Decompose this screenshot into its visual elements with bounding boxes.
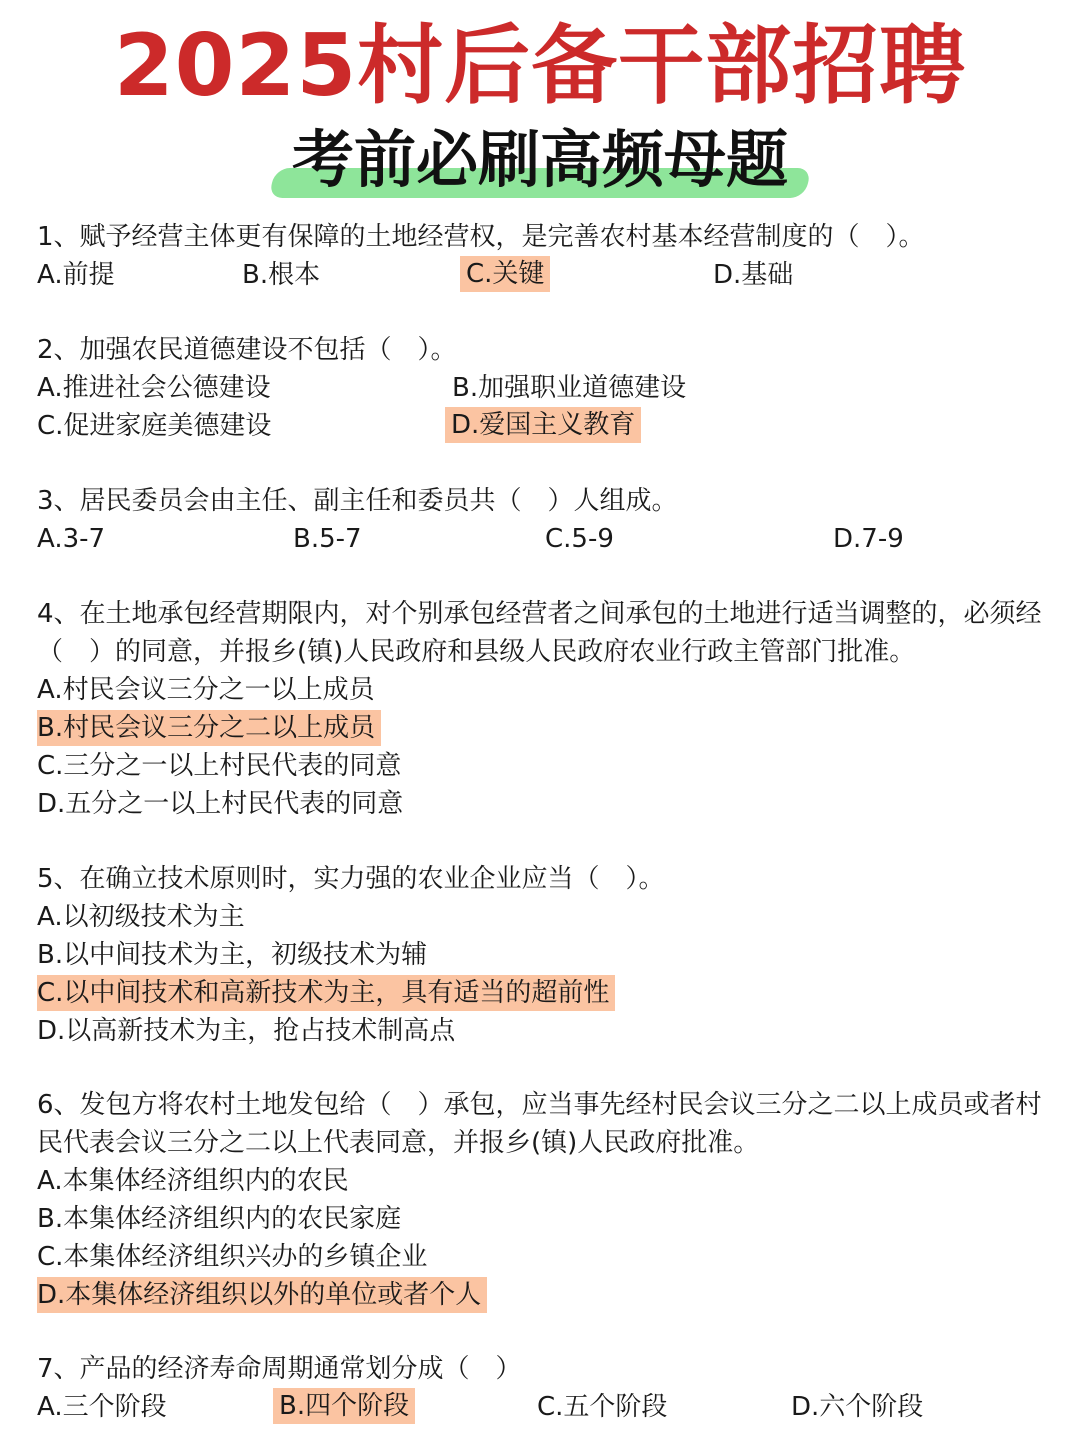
subtitle — [272, 120, 808, 200]
option-b: B.5-7 — [293, 524, 362, 554]
question-stem: 3、居民委员会由主任、副主任和委员共（ ）人组成。 — [37, 486, 678, 516]
options-row — [37, 256, 1047, 294]
option-c-answer — [37, 974, 1047, 1012]
option-d-text: D.五分之一以上村民代表的同意 — [37, 789, 404, 819]
option-d: D.六个阶段 — [791, 1392, 924, 1422]
question-stem: 4、在土地承包经营期限内，对个别承包经营者之间承包的土地进行适当调整的，必须经（ ）的同意，并报乡(镇)人民政府和县级人民政府农业行政主管部门批准。 — [37, 599, 1042, 667]
option-d-text: D.以高新技术为主，抢占技术制高点 — [37, 1016, 456, 1046]
question-stem: 5、在确立技术原则时，实力强的农业企业应当（ ）。 — [37, 864, 665, 894]
question-stem: 6、发包方将农村土地发包给（ ）承包，应当事先经村民会议三分之二以上成员或者村民代表会议三分之二以上代表同意，并报乡(镇)人民政府批准。 — [37, 1090, 1042, 1158]
option-d — [37, 1012, 1047, 1050]
question-stem: 2、加强农民道德建设不包括（ ）。 — [37, 335, 457, 365]
options-row — [37, 520, 1047, 558]
option-c-text: C.三分之一以上村民代表的同意 — [37, 751, 402, 781]
option-b — [37, 1200, 1047, 1238]
option-b-text: B.村民会议三分之二以上成员 — [37, 710, 381, 746]
question-2 — [37, 331, 1047, 445]
option-b-answer — [37, 709, 1047, 747]
option-a — [37, 898, 1047, 936]
question-5 — [37, 860, 1047, 1050]
option-a — [37, 671, 1047, 709]
question-1 — [37, 218, 1047, 294]
option-d-answer: D.爱国主义教育 — [445, 407, 641, 443]
question-stem: 1、赋予经营主体更有保障的土地经营权，是完善农村基本经营制度的（ ）。 — [37, 222, 925, 252]
question-stem: 7、产品的经济寿命周期通常划分成（ ） — [37, 1354, 522, 1384]
option-c-text: C.以中间技术和高新技术为主，具有适当的超前性 — [37, 975, 615, 1011]
option-a — [37, 1162, 1047, 1200]
option-a: A.3-7 — [37, 524, 106, 554]
options-row — [37, 1388, 1047, 1426]
subtitle-text: 考前必刷高频母题 — [291, 123, 788, 196]
option-a-text: A.以初级技术为主 — [37, 902, 245, 932]
option-b-text: B.以中间技术为主，初级技术为辅 — [37, 940, 428, 970]
question-6 — [37, 1086, 1047, 1314]
option-c: C.促进家庭美德建设 — [37, 411, 272, 441]
question-7 — [37, 1350, 1047, 1426]
option-d: D.基础 — [713, 260, 794, 290]
option-c — [37, 747, 1047, 785]
option-c: C.五个阶段 — [537, 1392, 668, 1422]
option-b — [37, 936, 1047, 974]
options-row — [37, 369, 1047, 407]
option-c-text: C.本集体经济组织兴办的乡镇企业 — [37, 1242, 428, 1272]
option-d-answer — [37, 1276, 1047, 1314]
option-b-answer: B.四个阶段 — [273, 1388, 415, 1424]
option-a-text: A.村民会议三分之一以上成员 — [37, 675, 375, 705]
option-b: B.根本 — [242, 260, 321, 290]
option-d-text: D.本集体经济组织以外的单位或者个人 — [37, 1277, 487, 1313]
page-title: 2025村后备干部招聘 — [113, 16, 967, 116]
option-a-text: A.本集体经济组织内的农民 — [37, 1166, 349, 1196]
option-c-answer: C.关键 — [460, 256, 550, 292]
options-row — [37, 407, 1047, 445]
subtitle-container — [0, 120, 1080, 200]
question-3 — [37, 482, 1047, 558]
option-b: B.加强职业道德建设 — [452, 373, 687, 403]
option-c: C.5-9 — [545, 524, 614, 554]
option-a: A.前提 — [37, 260, 115, 290]
option-a: A.推进社会公德建设 — [37, 373, 271, 403]
option-b-text: B.本集体经济组织内的农民家庭 — [37, 1204, 402, 1234]
option-d — [37, 785, 1047, 823]
option-a: A.三个阶段 — [37, 1392, 167, 1422]
option-c — [37, 1238, 1047, 1276]
option-d: D.7-9 — [833, 524, 904, 554]
question-4 — [37, 595, 1047, 823]
